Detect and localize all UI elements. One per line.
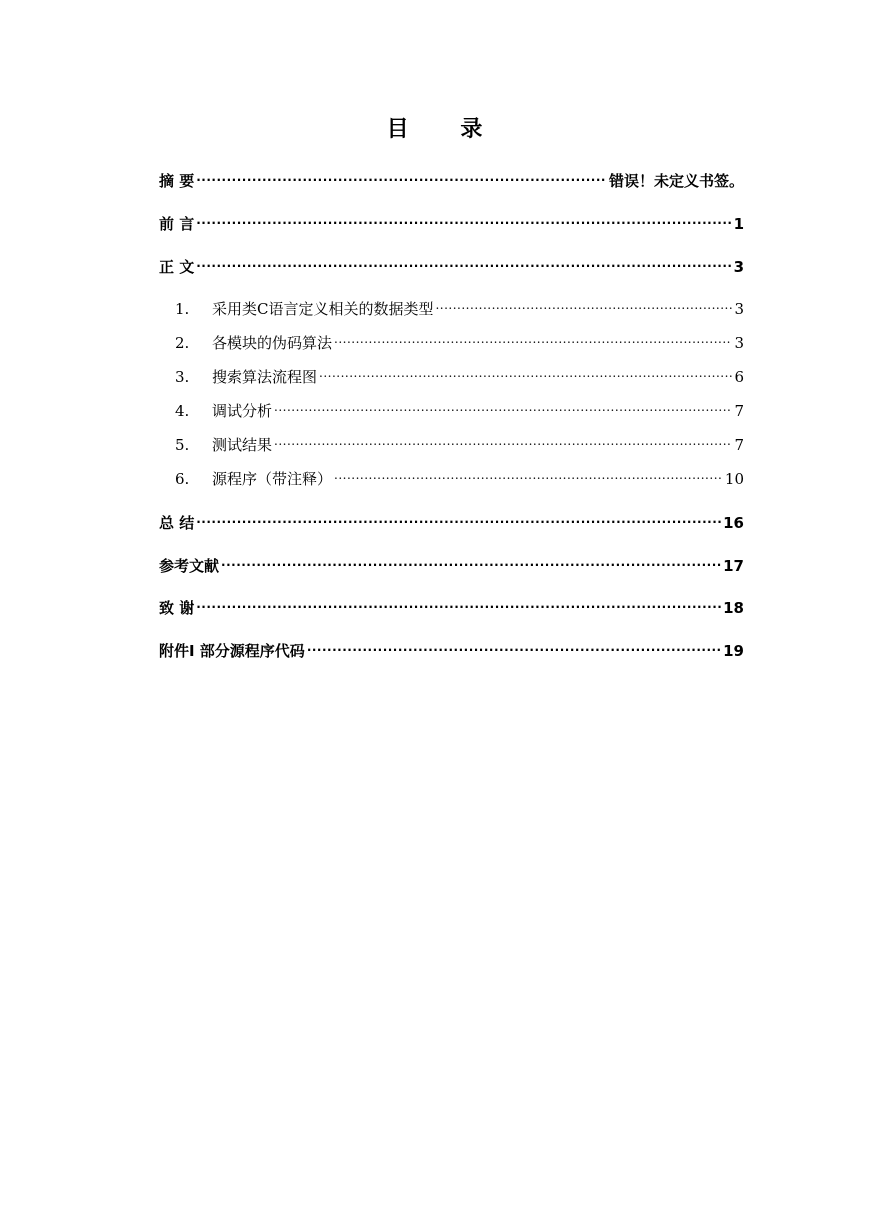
toc-leader: [196, 207, 731, 229]
toc-entry-appendix[interactable]: [159, 634, 744, 660]
toc-leader: [307, 634, 721, 656]
toc-entry-label: 总 结: [159, 514, 195, 532]
toc-subentry-page: 3: [734, 300, 744, 318]
toc-subentry-page: 7: [734, 436, 744, 454]
toc-leader: [319, 360, 732, 382]
toc-subentry[interactable]: [175, 326, 744, 352]
toc-leader: [334, 326, 732, 348]
toc-leader: [274, 394, 732, 416]
toc-subentry[interactable]: [175, 394, 744, 420]
toc-subentry-number: 3.: [175, 368, 190, 386]
toc-leader: [196, 250, 731, 272]
toc-leader: [196, 164, 607, 186]
toc-leader: [435, 292, 732, 314]
toc-subentry-page: 7: [734, 402, 744, 420]
toc-entry-label: 前 言: [159, 215, 195, 233]
toc-entry-label: 致 谢: [159, 599, 195, 617]
toc-entry-page: 3: [733, 258, 744, 276]
toc-subentry-page: 10: [724, 470, 744, 488]
toc-entry-label: 参考文献: [159, 557, 220, 575]
toc-subentry-number: 2.: [175, 334, 190, 352]
page-title: 目 录: [386, 117, 505, 142]
toc-leader: [221, 549, 721, 571]
toc-subentry-label: 采用类C语言定义相关的数据类型: [212, 300, 434, 318]
toc-subentry-label: 调试分析: [212, 402, 273, 420]
toc-entry-label: 正 文: [159, 258, 195, 276]
toc-entry-main-text[interactable]: [159, 250, 744, 276]
toc-subentry-page: 6: [734, 368, 744, 386]
toc-entry-label: 摘 要: [159, 172, 195, 190]
toc-entry-page: 17: [723, 557, 744, 575]
toc-leader: [274, 428, 732, 450]
toc-subentry[interactable]: [175, 360, 744, 386]
toc-entry-preface[interactable]: [159, 207, 744, 233]
toc-entry-acknowledgements[interactable]: [159, 591, 744, 617]
toc-leader: [196, 591, 721, 613]
toc-entry-label: 附件Ⅰ 部分源程序代码: [159, 642, 305, 660]
toc-subentry-page: 3: [734, 334, 744, 352]
toc-subentry-label: 源程序（带注释）: [212, 470, 333, 488]
toc-subentry[interactable]: [175, 428, 744, 454]
toc-entry-page: 19: [723, 642, 744, 660]
toc-subentry-number: 6.: [175, 470, 190, 488]
toc-subentry[interactable]: [175, 292, 744, 318]
toc-subentry-label: 搜索算法流程图: [212, 368, 318, 386]
toc-entry-summary[interactable]: [159, 506, 744, 532]
toc-leader: [196, 506, 721, 528]
toc-leader: [334, 462, 723, 484]
toc-subentry-number: 5.: [175, 436, 190, 454]
toc-entry-page: 1: [733, 215, 744, 233]
toc-entry-references[interactable]: [159, 549, 744, 575]
toc-entry-page: 16: [723, 514, 744, 532]
toc-subentry-number: 1.: [175, 300, 190, 318]
toc-subentry-label: 各模块的伪码算法: [212, 334, 333, 352]
toc-subentry-number: 4.: [175, 402, 190, 420]
toc-entry-abstract[interactable]: [159, 164, 744, 190]
toc-subentry[interactable]: [175, 462, 744, 488]
toc-subentry-label: 测试结果: [212, 436, 273, 454]
toc-entry-page: 错误！未定义书签。: [608, 172, 744, 190]
toc-entry-page: 18: [723, 599, 744, 617]
